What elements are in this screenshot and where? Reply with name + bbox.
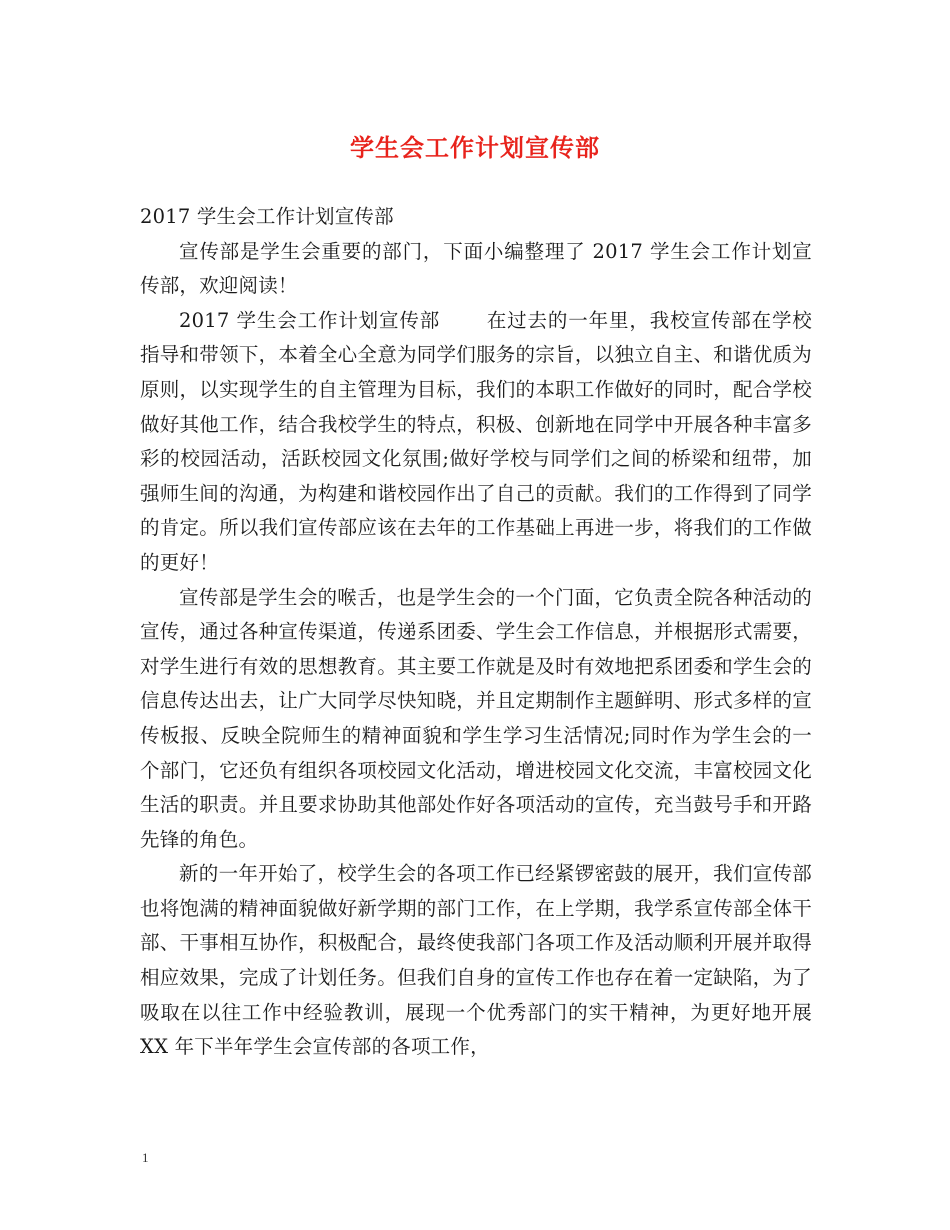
body-paragraph-3: 新的一年开始了，校学生会的各项工作已经紧锣密鼓的展开，我们宣传部也将饱满的精神面貌做好新学期的部门工作，在上学期，我学系宣传部全体干部、干事相互协作，积极配合，最终使我部门各项工作及活动顺利开展并取得相应效果，完成了计划任务。但我们自身的宣传工作也存在着一定缺陷，为了吸取在以往工作中经验教训，展现一个优秀部门的实干精神，为更好地开展 XX 年下半年学生会宣传部的各项工作， <box>140 862 812 1059</box>
inline-heading: 2017 学生会工作计划宣传部 <box>179 308 441 332</box>
body-paragraph-1-text: 在过去的一年里，我校宣传部在学校指导和带领下，本着全心全意为同学们服务的宗旨，以独立自主、和谐优质为原则，以实现学生的自主管理为目标，我们的本职工作做好的同时，配合学校做好其他工作，结合我校学生的特点，积极、创新地在同学中开展各种丰富多彩的校园活动，活跃校园文化氛围;做好学校与同学们之间的桥梁和纽带，加强师生间的沟通，为构建和谐校园作出了自己的贡献。我们的工作得到了同学的肯定。所以我们宣传部应该在去年的工作基础上再进一步，将我们的工作做的更好！ <box>140 308 813 574</box>
document-title: 学生会工作计划宣传部 <box>350 133 600 162</box>
document-body <box>140 200 812 1065</box>
body-paragraph-1 <box>140 304 812 581</box>
intro-paragraph: 宣传部是学生会重要的部门，下面小编整理了 2017 学生会工作计划宣传部，欢迎阅读！ <box>140 239 812 298</box>
page-number: 1 <box>142 1150 149 1165</box>
body-paragraph-2: 宣传部是学生会的喉舌，也是学生会的一个门面，它负责全院各种活动的宣传，通过各种宣传渠道，传递系团委、学生会工作信息，并根据形式需要，对学生进行有效的思想教育。其主要工作就是及时有效地把系团委和学生会的信息传达出去，让广大同学尽快知晓，并且定期制作主题鲜明、形式多样的宣传板报、反映全院师生的精神面貌和学生学习生活情况;同时作为学生会的一个部门，它还负有组织各项校园文化活动，增进校园文化交流，丰富校园文化生活的职责。并且要求协助其他部处作好各项活动的宣传，充当鼓号手和开路先锋的角色。 <box>140 585 812 851</box>
document-subtitle: 2017 学生会工作计划宣传部 <box>140 205 394 228</box>
